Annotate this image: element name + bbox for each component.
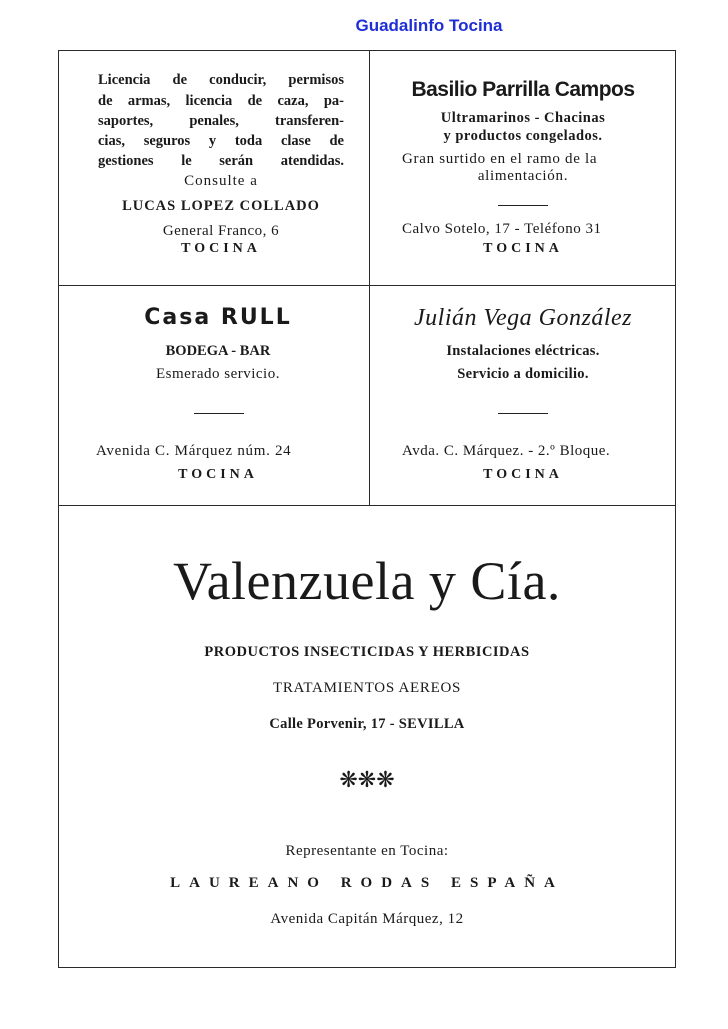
ad4-address: Avda. C. Márquez. - 2.º Bloque. — [402, 443, 611, 459]
ad4-line-2: Servicio a domicilio. — [457, 366, 589, 382]
ad2-line-2: y productos congelados. — [443, 128, 603, 144]
ad5-ornament: ❋❋❋ — [339, 768, 395, 793]
ad2-town: TOCINA — [483, 241, 563, 256]
ad5-line-1: PRODUCTOS INSECTICIDAS Y HERBICIDAS — [204, 644, 530, 660]
column-divider-middle — [369, 286, 370, 506]
ad1-line-4: cias, seguros y toda clase de — [98, 133, 344, 149]
ad2-line-4: alimentación. — [477, 168, 569, 184]
ad1-name: LUCAS LOPEZ COLLADO — [122, 198, 320, 214]
row-divider-1 — [58, 285, 676, 286]
ad5-rep-name: LAUREANO RODAS ESPAÑA — [170, 875, 564, 891]
ad2-address: Calvo Sotelo, 17 - Teléfono 31 — [402, 221, 602, 237]
ad5-name: Valenzuela y Cía. — [173, 551, 561, 611]
ad5-line-3: Calle Porvenir, 17 - SEVILLA — [269, 716, 465, 732]
ad3-line-2: Esmerado servicio. — [156, 366, 280, 382]
ad2-separator-rule — [498, 205, 548, 206]
ad3-address: Avenida C. Márquez núm. 24 — [96, 443, 292, 459]
ad4-line-1: Instalaciones eléctricas. — [446, 343, 600, 359]
ad1-address: General Franco, 6 — [162, 223, 280, 239]
ad5-line-2: TRATAMIENTOS AEREOS — [272, 680, 462, 696]
row-divider-2 — [58, 505, 676, 506]
ad1-line-3: saportes, penales, transferen- — [98, 113, 344, 129]
ad1-town: TOCINA — [181, 241, 261, 256]
page-header-title: Guadalinfo Tocina — [355, 16, 503, 35]
ad2-name: Basilio Parrilla Campos — [411, 78, 635, 101]
column-divider-top — [369, 50, 370, 286]
ad1-consult: Consulte a — [184, 173, 258, 189]
ad4-name: Julián Vega González — [414, 305, 632, 331]
ad3-town: TOCINA — [178, 467, 258, 482]
ad2-line-1: Ultramarinos - Chacinas — [440, 110, 606, 126]
ad4-separator-rule — [498, 413, 548, 414]
ad1-line-1: Licencia de conducir, permisos — [98, 72, 344, 88]
ad1-line-5: gestiones le serán atendidas. — [98, 153, 344, 169]
ad3-name: Casa RULL — [144, 305, 292, 330]
ad3-separator-rule — [194, 413, 244, 414]
ad5-rep-label: Representante en Tocina: — [285, 843, 449, 859]
ad5-rep-address: Avenida Capitán Márquez, 12 — [270, 911, 464, 927]
ad3-line-1: BODEGA - BAR — [165, 343, 271, 359]
ad1-line-2: de armas, licencia de caza, pa- — [98, 93, 344, 109]
ad4-town: TOCINA — [483, 467, 563, 482]
ad2-line-3: Gran surtido en el ramo de la — [402, 151, 598, 167]
